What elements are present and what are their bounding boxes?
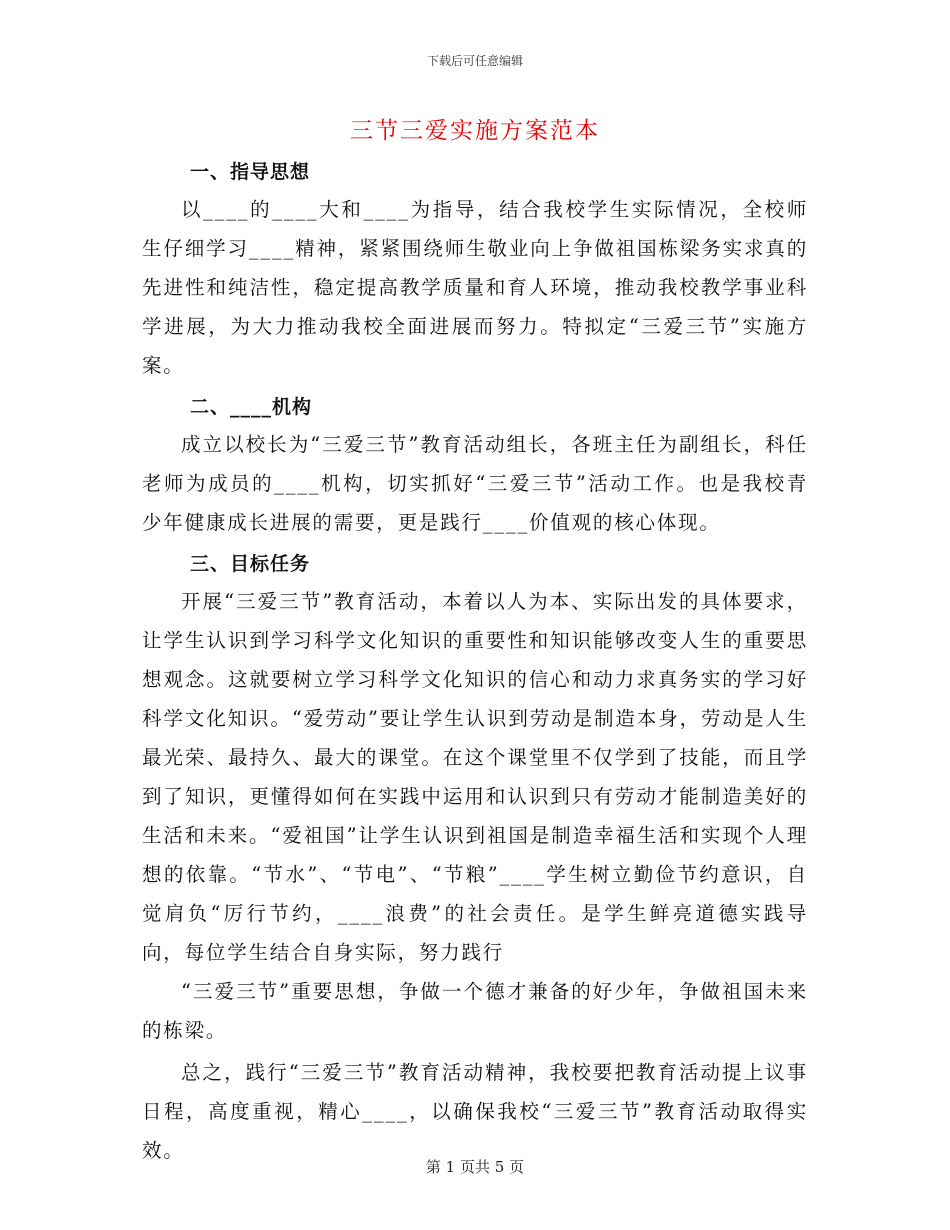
section-paragraph: 以____的____大和____为指导，结合我校学生实际情况，全校师生仔细学习____精神，紧紧围绕师生敬业向上争做祖国栋梁务实求真的先进性和纯洁性，稳定提高教学质量和育人环境，推动我校教学事业科学进展，为大力推动我校全面进展而努力。特拟定“三爱三节”实施方案。 <box>142 198 808 377</box>
document-title: 三节三爱实施方案范本 <box>350 118 600 144</box>
section-paragraph: 总之，践行“三爱三节”教育活动精神，我校要把教育活动提上议事日程，高度重视，精心____，以确保我校“三爱三节”教育活动取得实效。 <box>142 1061 808 1162</box>
section-paragraph: 开展“三爱三节”教育活动，本着以人为本、实际出发的具体要求，让学生认识到学习科学文化知识的重要性和知识能够改变人生的重要思想观念。这就要树立学习科学文化知识的信心和动力求真务实的学习好科学文化知识。“爱劳动”要让学生认识到劳动是制造本身，劳动是人生最光荣、最持久、最大的课堂。在这个课堂里不仅学到了技能，而且学到了知识，更懂得如何在实践中运用和认识到只有劳动才能制造美好的生活和未来。“爱祖国”让学生认识到祖国是制造幸福生活和实现个人理想的依靠。“节水”、“节电”、“节粮”____学生树立勤俭节约意识，自觉肩负“厉行节约，____浪费”的社会责任。是学生鲜亮道德实践导向，每位学生结合自身实际，努力践行 <box>142 590 808 964</box>
section-heading-guiding-ideology: 一、指导思想 <box>190 161 311 183</box>
section-paragraph: 成立以校长为“三爱三节”教育活动组长，各班主任为副组长，科任老师为成员的____机构，切实抓好“三爱三节”活动工作。也是我校青少年健康成长进展的需要，更是践行____价值观的核心体现。 <box>142 433 808 534</box>
document-body <box>142 150 808 1170</box>
page-number-footer: 第 1 页共 5 页 <box>425 1158 525 1176</box>
section-heading-organization: 二、____机构 <box>190 396 313 418</box>
page-header-note: 下载后可任意编辑 <box>426 54 523 68</box>
section-heading-goals-tasks: 三、目标任务 <box>190 553 311 575</box>
section-paragraph: “三爱三节”重要思想，争做一个德才兼备的好少年，争做祖国未来的栋梁。 <box>142 980 808 1042</box>
